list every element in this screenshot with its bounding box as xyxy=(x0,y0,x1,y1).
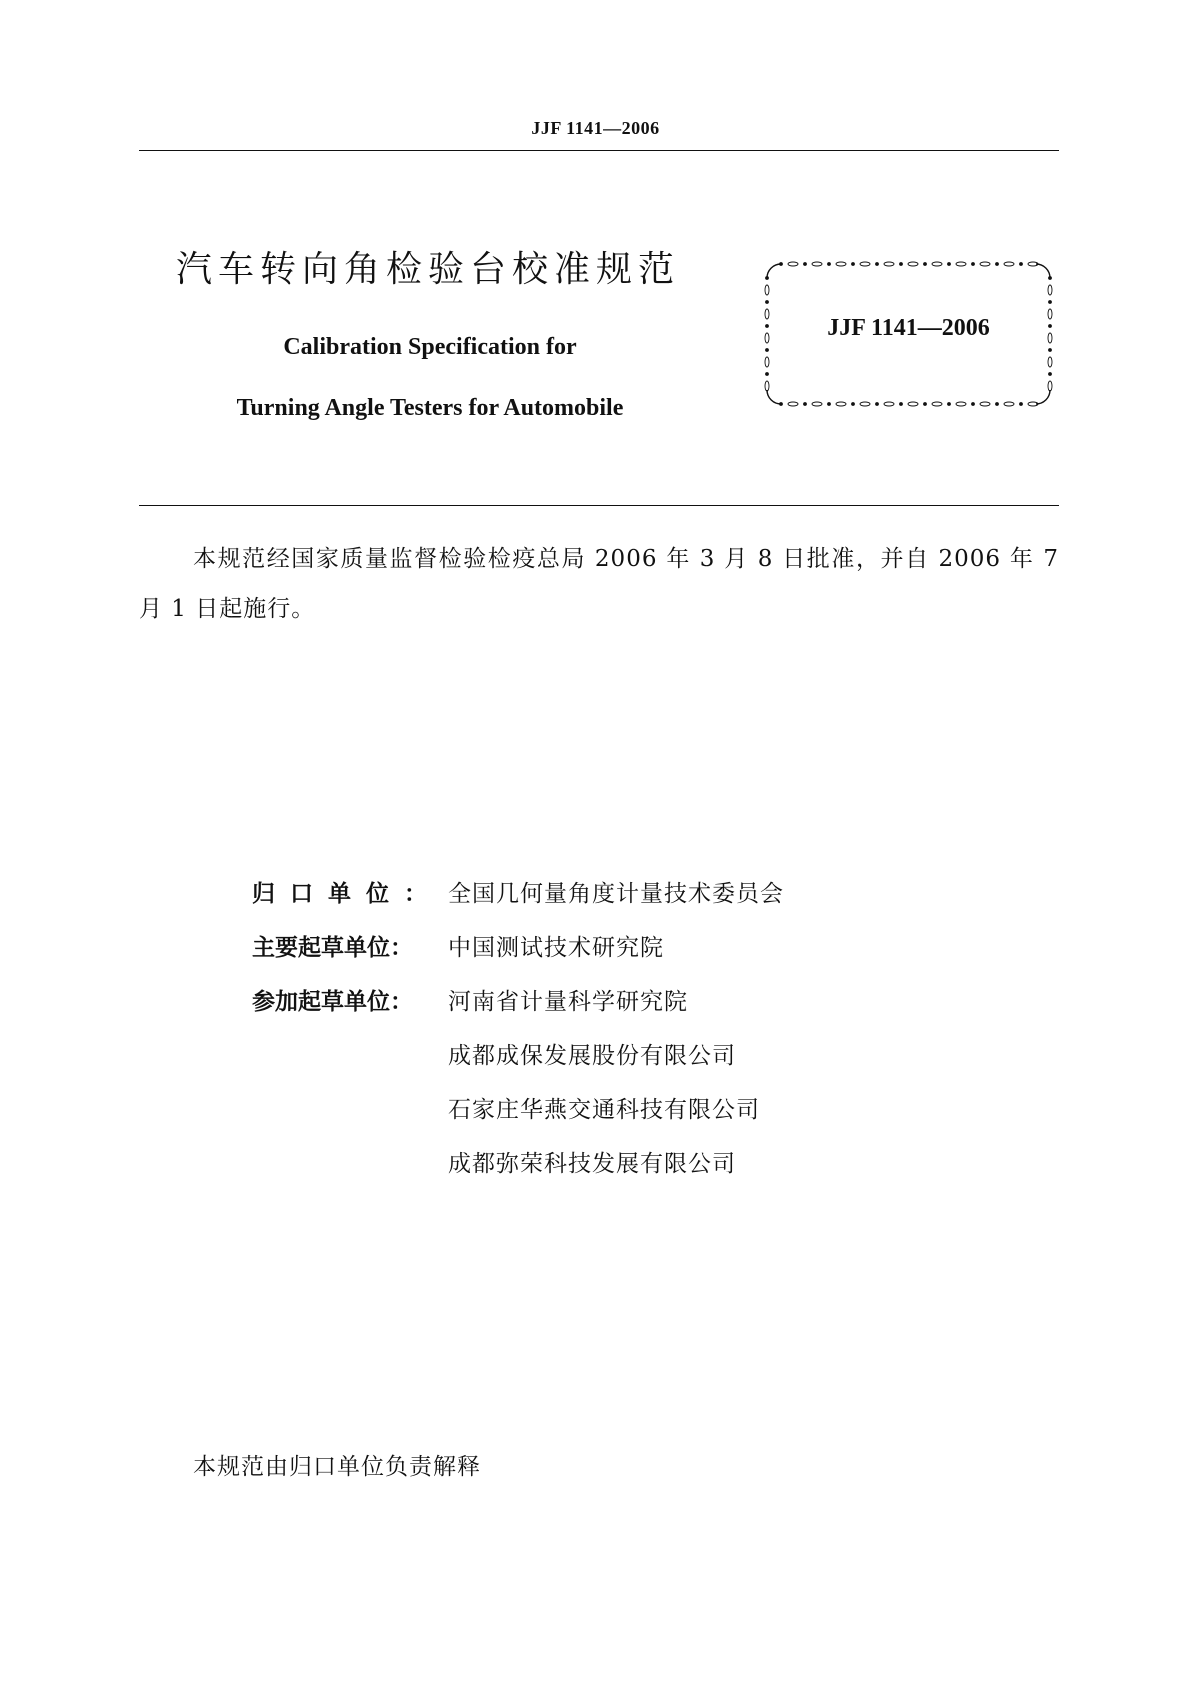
responsible-unit-row xyxy=(252,864,784,918)
main-drafter-label: 主要起草单位： xyxy=(252,934,413,961)
title-chinese: 汽车转向角检验台校准规范 xyxy=(176,249,681,290)
participating-value: 石家庄华燕交通科技有限公司 xyxy=(448,1096,760,1123)
participating-value: 河南省计量科学研究院 xyxy=(448,988,688,1015)
code-box-code: JJF 1141—2006 xyxy=(827,314,990,341)
interpretation-note: 本规范由归口单位负责解释 xyxy=(193,1454,481,1480)
code-box xyxy=(761,258,1056,410)
section-rule xyxy=(139,505,1059,506)
participating-row xyxy=(252,1134,784,1188)
responsible-unit-label: 归口单位： xyxy=(252,880,442,907)
participating-value: 成都成保发展股份有限公司 xyxy=(448,1042,736,1069)
header-rule xyxy=(139,150,1059,151)
participating-row xyxy=(252,1080,784,1134)
participating-label: 参加起草单位： xyxy=(252,988,413,1015)
participating-row xyxy=(252,972,784,1026)
header-code: JJF 1141—2006 xyxy=(531,118,660,138)
title-english-line-2: Turning Angle Testers for Automobile xyxy=(236,395,624,421)
participating-row xyxy=(252,1026,784,1080)
title-english-line-1: Calibration Specification for xyxy=(283,334,577,360)
responsible-unit-value: 全国几何量角度计量技术委员会 xyxy=(448,880,784,907)
approval-statement: 本规范经国家质量监督检验检疫总局 2006 年 3 月 8 日批准，并自 2006 年 7 月 1 日起施行。 xyxy=(139,546,1059,622)
drafting-units xyxy=(252,864,784,1188)
main-drafter-row xyxy=(252,918,784,972)
main-drafter-value: 中国测试技术研究院 xyxy=(448,934,664,961)
participating-value: 成都弥荣科技发展有限公司 xyxy=(448,1150,736,1177)
